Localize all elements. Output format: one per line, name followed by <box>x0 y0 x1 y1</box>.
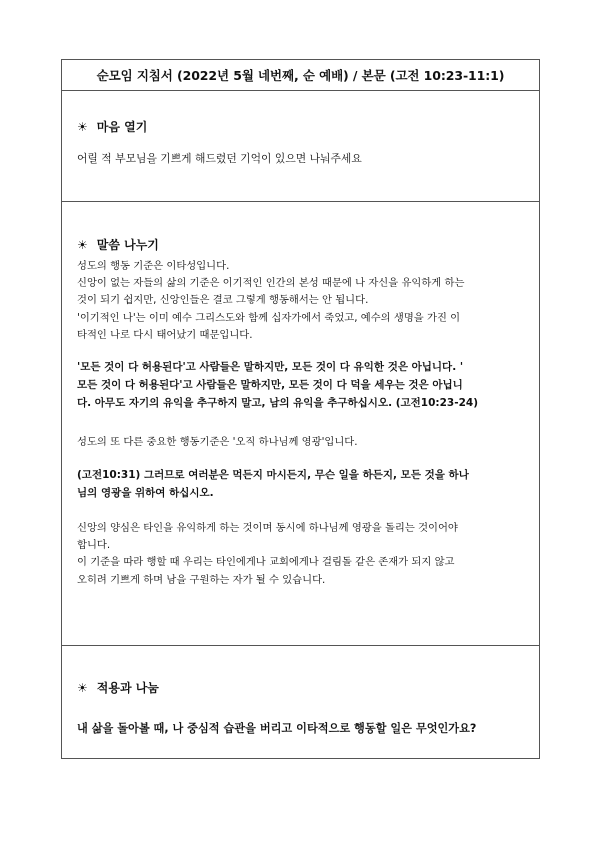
document-title: 순모임 지침서 (2022년 5월 네번째, 순 예배) / 본문 (고전 10:23-11:1) <box>96 68 505 83</box>
section-apply-share <box>61 645 540 759</box>
text-line: (고전10:31) 그러므로 여러분은 먹든지 마시든지, 무슨 일을 하든지, 모든 것을 하나 <box>77 469 469 481</box>
text-line: 신앙이 없는 자들의 삶의 기준은 이기적인 인간의 본성 때문에 나 자신을 유익하게 하는 <box>77 277 465 290</box>
text-line: '모든 것이 다 허용된다'고 사람들은 말하지만, 모든 것이 다 유익한 것은 아닙니다. ' <box>77 361 464 373</box>
section-heading-label: 적용과 나눔 <box>96 681 159 695</box>
section-question: 내 삶을 돌아볼 때, 나 중심적 습관을 버리고 이타적으로 행동할 일은 무엇인가요? <box>77 722 477 735</box>
section-heading-label: 마음 열기 <box>96 120 148 134</box>
text-line: 성도의 또 다른 중요한 행동기준은 '오직 하나님께 영광'입니다. <box>77 436 358 448</box>
paragraph-behavior-standard <box>77 258 528 344</box>
section-heading <box>77 118 147 135</box>
paragraph-scripture-quote <box>77 358 528 412</box>
section-share-word <box>61 201 540 646</box>
paragraph-scripture-quote-2 <box>77 466 528 502</box>
paragraph-conscience <box>77 520 528 589</box>
section-open-heart <box>61 90 540 202</box>
text-line: 오히려 기쁘게 하며 남을 구원하는 자가 될 수 있습니다. <box>77 573 326 586</box>
text-line: 이 기준을 따라 행할 때 우리는 타인에게나 교회에게나 걸림돌 같은 존재가 되지 않고 <box>77 556 455 569</box>
text-line: 다. 아무도 자기의 유익을 추구하지 말고, 남의 유익을 추구하십시오. (고전10:23-24) <box>77 397 479 409</box>
text-line: '이기적인 나'는 이미 예수 그리스도와 함께 십자가에서 죽었고, 예수의 생명을 가진 이 <box>77 311 461 324</box>
section-text: 어릴 적 부모님을 기쁘게 해드렸던 기억이 있으면 나눠주세요 <box>77 152 362 165</box>
text-line: 님의 영광을 위하여 하십시오. <box>77 487 214 499</box>
paragraph-glory-standard <box>77 434 528 451</box>
sun-icon: ☀ <box>77 680 88 695</box>
text-line: 모든 것이 다 허용된다'고 사람들은 말하지만, 모든 것이 다 덕을 세우는 것은 아닙니 <box>77 379 463 391</box>
section-heading-label: 말씀 나누기 <box>96 238 159 252</box>
text-line: 신앙의 양심은 타인을 유익하게 하는 것이며 동시에 하나님께 영광을 돌리는 것이어야 <box>77 522 458 534</box>
section-heading <box>77 236 159 253</box>
text-line: 합니다. <box>77 539 111 552</box>
sun-icon: ☀ <box>77 119 88 134</box>
text-line: 것이 되기 쉽지만, 신앙인들은 결코 그렇게 행동해서는 안 됩니다. <box>77 294 369 307</box>
text-line: 타적인 나로 다시 태어났기 때문입니다. <box>77 328 253 341</box>
title-box <box>61 59 540 91</box>
sun-icon: ☀ <box>77 237 88 252</box>
text-line: 성도의 행동 기준은 이타성입니다. <box>77 260 230 272</box>
section-heading <box>77 679 159 696</box>
